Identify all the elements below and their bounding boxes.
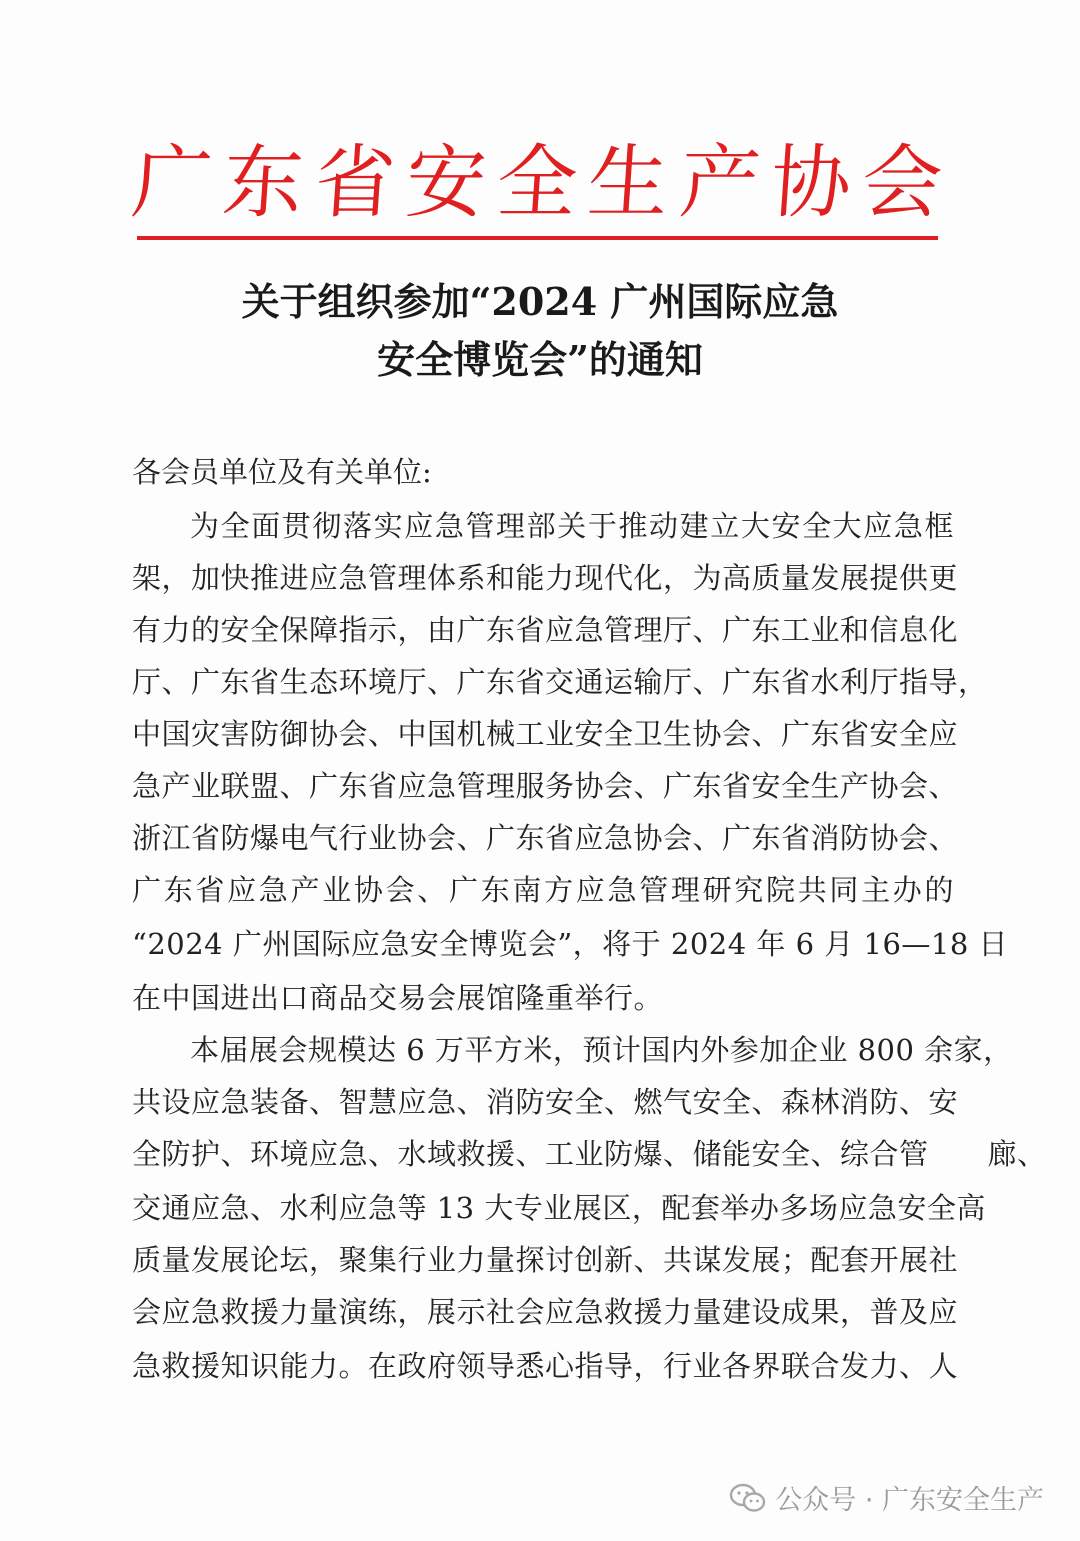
- document-title-line-1: 关于组织参加“2024 广州国际应急: [241, 279, 839, 324]
- watermark-text: 公众号 · 广东安全生产: [775, 1485, 1044, 1516]
- letterhead-char: 生: [585, 136, 672, 229]
- letterhead-divider: [137, 236, 938, 240]
- body-line: 有力的安全保障指示，由广东省应急管理厅、广东工业和信息化: [132, 613, 959, 647]
- body-line: 架，加快推进应急管理体系和能力现代化，为高质量发展提供更: [132, 561, 959, 595]
- salutation: 各会员单位及有关单位:: [132, 455, 432, 489]
- letterhead-char: 协: [767, 136, 855, 229]
- body-line: 厅、广东省生态环境厅、广东省交通运输厅、广东省水利厅指导，: [132, 665, 988, 699]
- body-line: 急产业联盟、广东省应急管理服务协会、广东省安全生产协会、: [132, 769, 959, 803]
- wechat-icon: [729, 1482, 767, 1514]
- letterhead-char: 产: [676, 136, 763, 229]
- body-line: 浙江省防爆电气行业协会、广东省应急协会、广东省消防协会、: [132, 821, 959, 855]
- body-line: 广东省应急产业协会、广东南方应急管理研究院共同主办的: [132, 873, 954, 907]
- body-line: 质量发展论坛，聚集行业力量探讨创新、共谋发展；配套开展社: [132, 1243, 959, 1277]
- letterhead-char: 省: [311, 136, 398, 229]
- body-line: 本届展会规模达 6 万平方米，预计国内外参加企业 800 余家，: [190, 1033, 1013, 1067]
- body-line: 全防护、环境应急、水域救援、工业防爆、储能安全、综合管 廊、: [132, 1137, 1047, 1171]
- body-line: 急救援知识能力。在政府领导悉心指导，行业各界联合发力、人: [132, 1349, 959, 1383]
- letterhead-char: 东: [220, 136, 307, 229]
- letterhead-char: 会: [858, 136, 946, 229]
- body-line: “2024 广州国际应急安全博览会”，将于 2024 年 6 月 16—18 日: [132, 927, 1009, 961]
- letterhead-char: 安: [402, 136, 490, 229]
- body-line: 在中国进出口商品交易会展馆隆重举行。: [132, 981, 664, 1015]
- document-title-line-2: 安全博览会”的通知: [377, 337, 703, 382]
- letterhead: [128, 136, 946, 229]
- letterhead-char: 广: [128, 136, 216, 229]
- wechat-watermark: [729, 1478, 1044, 1517]
- body-line: 中国灾害防御协会、中国机械工业安全卫生协会、广东省安全应: [132, 717, 959, 751]
- body-line: 为全面贯彻落实应急管理部关于推动建立大安全大应急框: [190, 509, 954, 543]
- body-line: 共设应急装备、智慧应急、消防安全、燃气安全、森林消防、安: [132, 1085, 959, 1119]
- body-line: 交通应急、水利应急等 13 大专业展区，配套举办多场应急安全高: [132, 1191, 986, 1225]
- body-line: 会应急救援力量演练，展示社会应急救援力量建设成果，普及应: [132, 1295, 959, 1329]
- letterhead-char: 全: [493, 136, 581, 229]
